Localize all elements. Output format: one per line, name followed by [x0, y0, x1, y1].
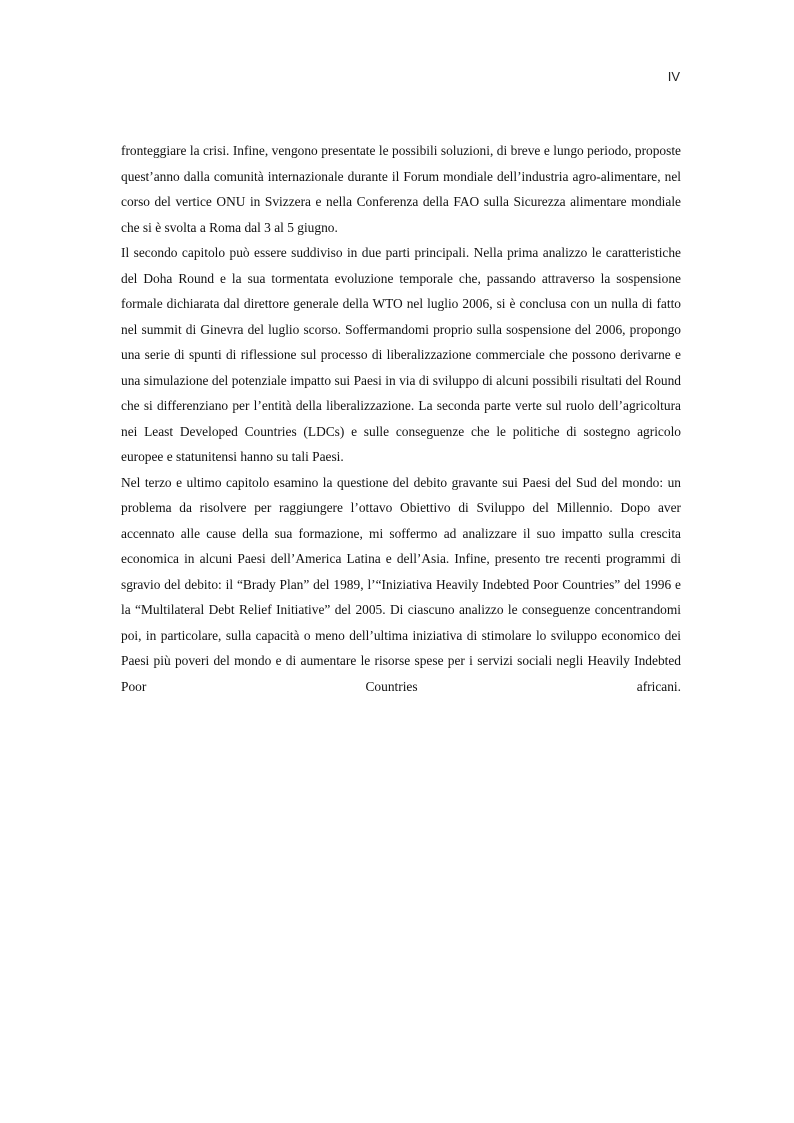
- body-text: [121, 138, 681, 699]
- paragraph-doha-round: Il secondo capitolo può essere suddiviso in due parti principali. Nella prima analizzo le caratteristiche del Doha Round e la sua tormentata evoluzione temporale che, passando attraverso la sospensione formale dichiarata dal direttore generale della WTO nel luglio 2006, si è conclusa con un nulla di fatto nel summit di Ginevra del luglio scorso. Soffermandomi proprio sulla sospensione del 2006, propongo una serie di spunti di riflessione sul processo di liberalizzazione commerciale che possono derivarne e una simulazione del potenziale impatto sui Paesi in via di sviluppo di alcuni possibili risultati del Round che si differenziano per l’entità della liberalizzazione. La seconda parte verte sul ruolo dell’agricoltura nei Least Developed Countries (LDCs) e sulle conseguenze che le politiche di sostegno agricolo europee e statunitensi hanno su tali Paesi.: [121, 245, 681, 464]
- paragraph-crisis-solutions: fronteggiare la crisi. Infine, vengono presentate le possibili soluzioni, di breve e lungo periodo, proposte quest’anno dalla comunità internazionale durante il Forum mondiale dell’industria agro-alimentare, nel corso del vertice ONU in Svizzera e nella Conferenza della FAO sulla Sicurezza alimentare mondiale che si è svolta a Roma dal 3 al 5 giugno.: [121, 143, 681, 235]
- page-number: IV: [667, 69, 680, 84]
- paragraph-debt: Nel terzo e ultimo capitolo esamino la questione del debito gravante sui Paesi del Sud del mondo: un problema da risolvere per raggiungere l’ottavo Obiettivo di Sviluppo del Millennio. Dopo aver accennato alle cause della sua formazione, mi soffermo ad analizzare il suo impatto sulla crescita economica in alcuni Paesi dell’America Latina e dell’Asia. Infine, presento tre recenti programmi di sgravio del debito: il “Brady Plan” del 1989, l’“Iniziativa Heavily Indebted Poor Countries” del 1996 e la “Multilateral Debt Relief Initiative” del 2005. Di ciascuno analizzo le conseguenze concentrandomi poi, in particolare, sulla capacità o meno dell’ultima iniziativa di stimolare lo sviluppo economico dei Paesi più poveri del mondo e di aumentare le risorse spese per i servizi sociali negli Heavily Indebted Poor Countries africani.: [121, 474, 681, 694]
